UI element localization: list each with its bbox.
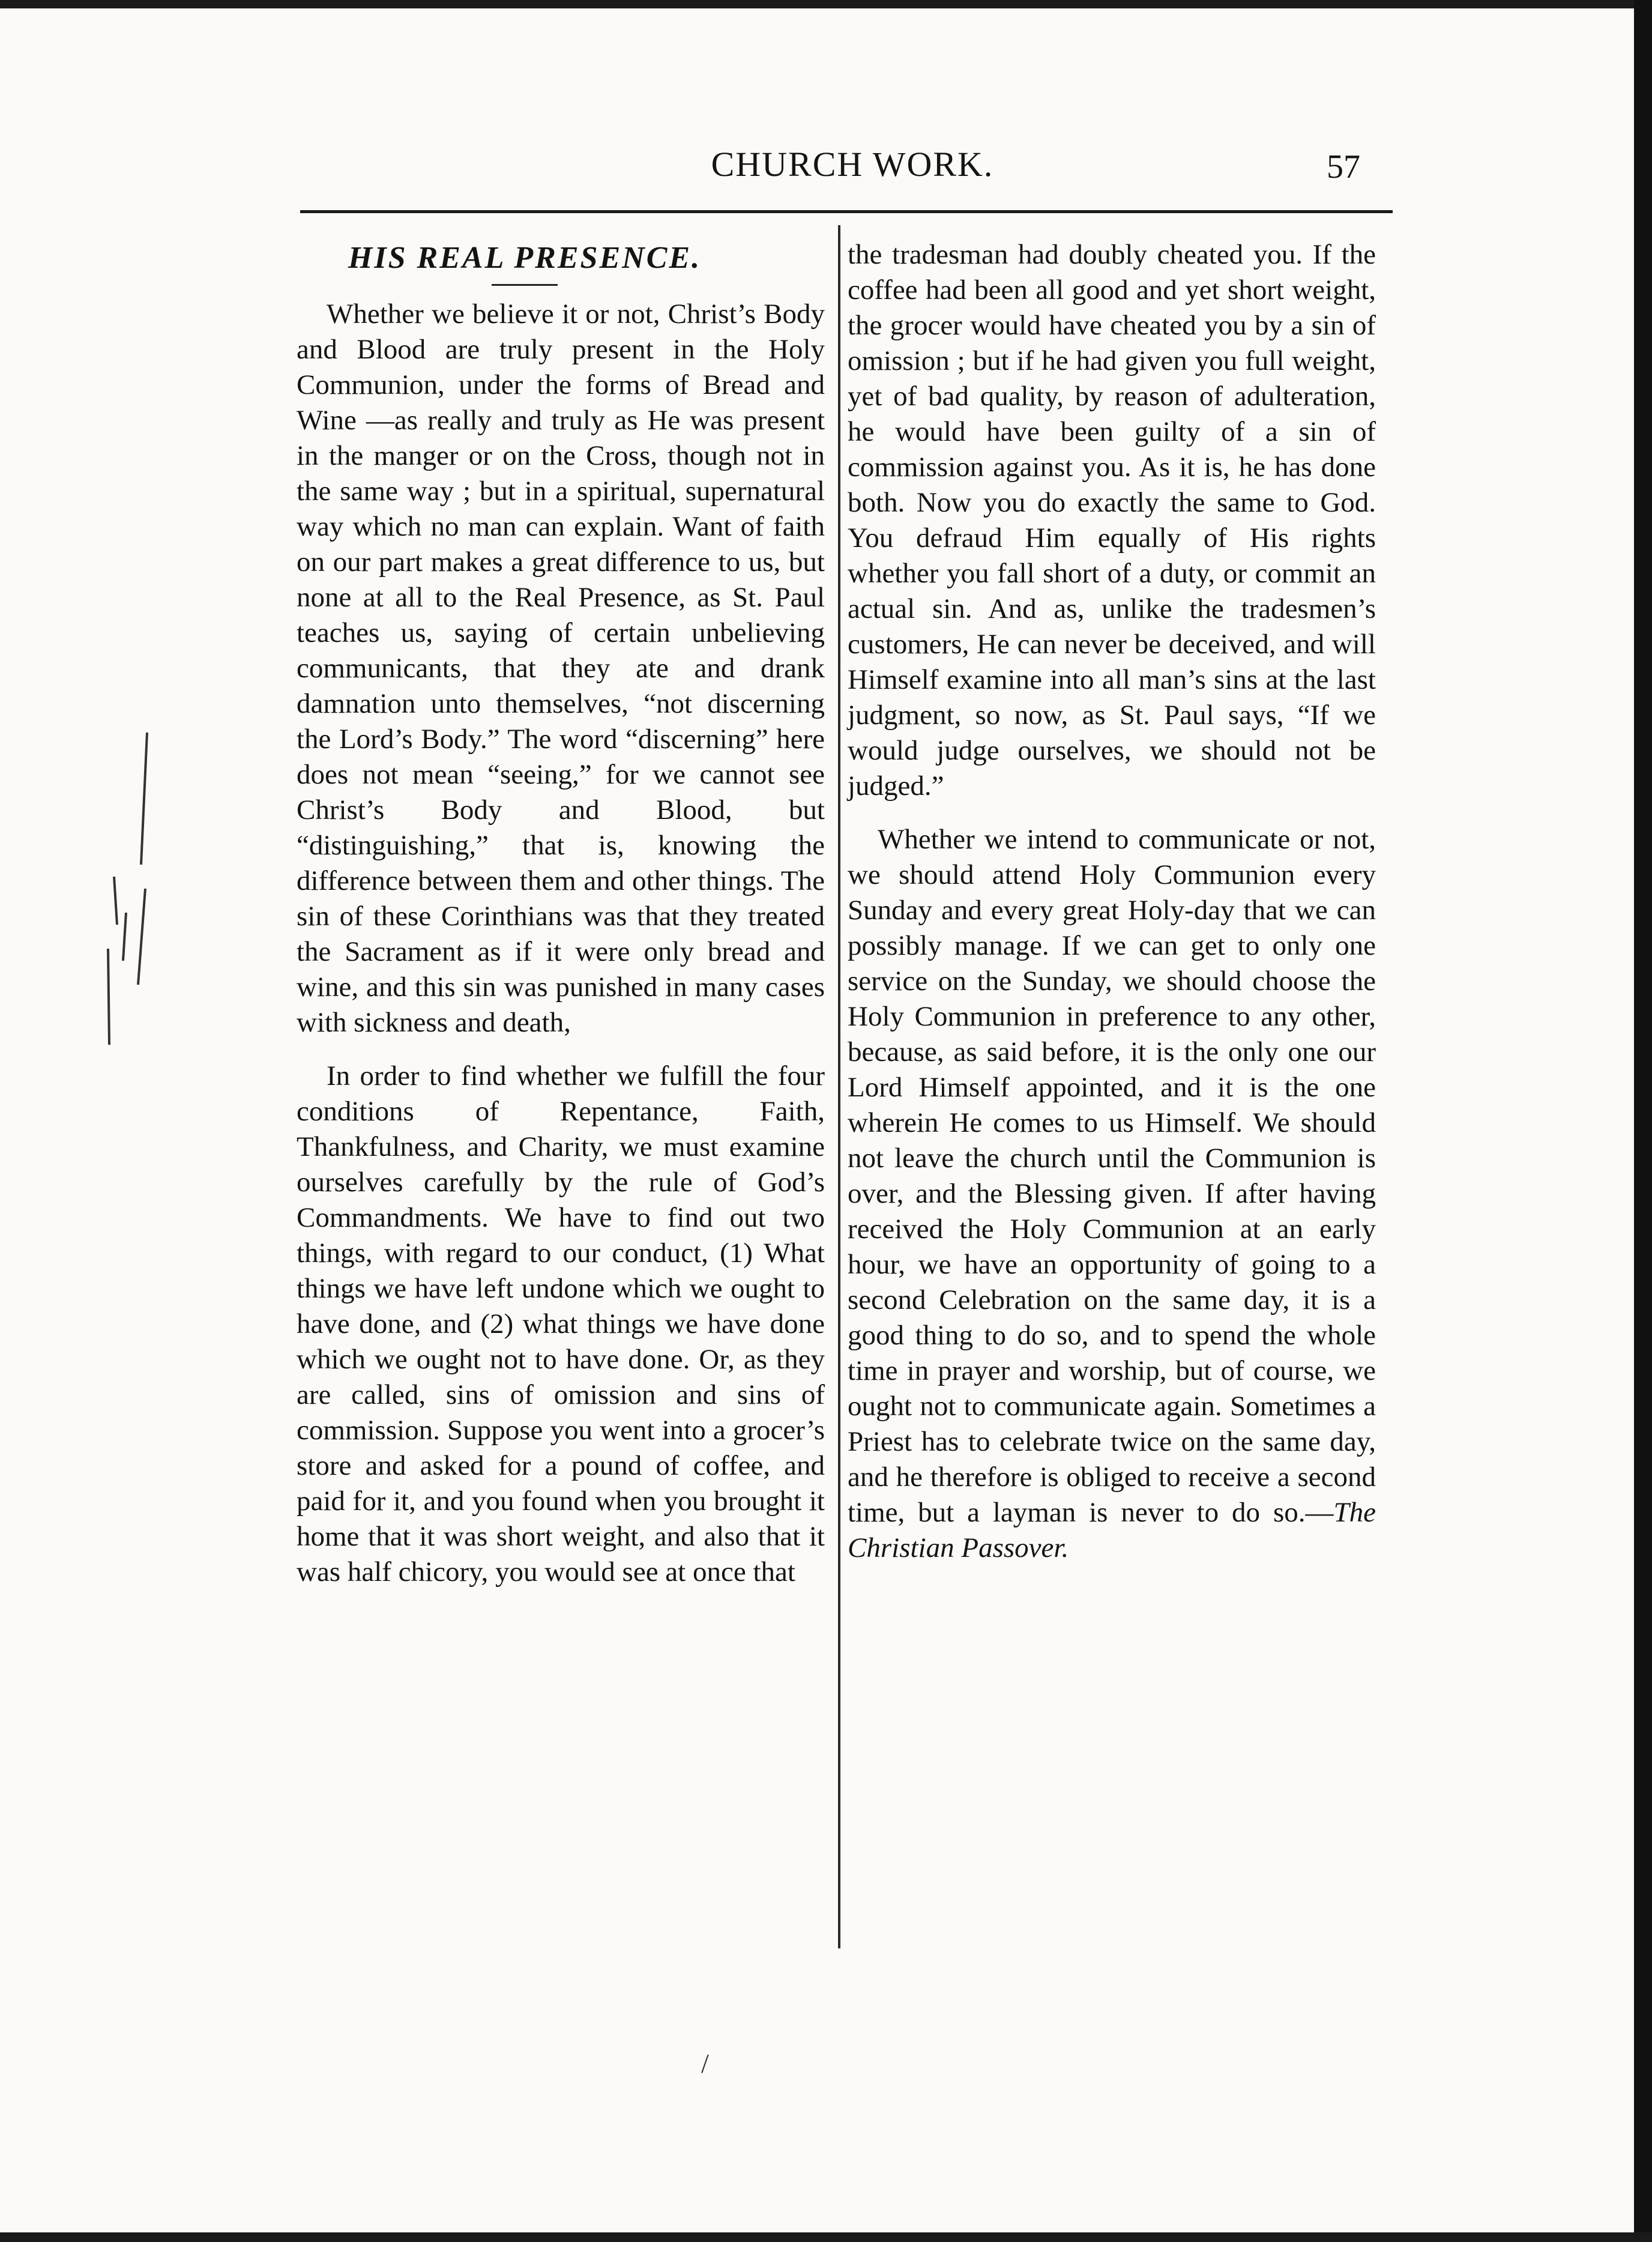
running-header: CHURCH WORK. bbox=[711, 145, 994, 184]
stray-mark: / bbox=[701, 2048, 709, 2079]
paragraph: Whether we believe it or not, Christ’s Body and Blood are truly present in the Holy Communion, under the forms of Bread and Wine —as really and truly as He was present in the manger or on the Cross, though not in the same way ; but in a spiritual, supernatural way which no man can explain. Want of faith on our part makes a great difference to us, but none at all to the Real Presence, as St. Paul teaches us, saying of certain unbelieving communicants, that they ate and drank damnation unto themselves, “not discerning the Lord’s Body.” The word “discerning” here does not mean “seeing,” for we cannot see Christ’s Body and Blood, but “distinguishing,” that is, knowing the difference between them and other things. The sin of these Corinthians was that they treated the Sacrament as if it were only bread and wine, and this sin was punished in many cases with sickness and death, bbox=[297, 298, 825, 1038]
left-column bbox=[297, 237, 825, 1590]
title-rule bbox=[492, 284, 558, 286]
source-citation: The Christian Passover. bbox=[848, 1497, 1376, 1564]
binding-marks-icon bbox=[90, 733, 162, 1069]
article-title: HIS REAL PRESENCE. bbox=[348, 241, 702, 275]
paragraph: the tradesman had doubly cheated you. If the coffee had been all good and yet short weight, the grocer would have cheated you by a sin of omission ; but if he had given you full weight, yet of bad quality, by reason of adulteration, he would have been guilty of a sin of commission against you. As it is, he has done both. Now you do exactly the same to God. You defraud Him equally of His rights whether you fall short of a duty, or commit an actual sin. And as, unlike the tradesmen’s customers, He can never be deceived, and will Himself examine into all man’s sins at the last judgment, so now, as St. Paul says, “If we would judge ourselves, we should not be judged.” bbox=[848, 239, 1376, 802]
right-column bbox=[848, 237, 1376, 1566]
scan-top-edge bbox=[0, 0, 1652, 8]
page-number: 57 bbox=[1327, 148, 1360, 186]
column-divider bbox=[838, 225, 840, 1948]
header-rule bbox=[300, 210, 1393, 213]
paragraph: In order to find whether we fulfill the four conditions of Repentance, Faith, Thankfulness, and Charity, we must examine ourselves carefully by the rule of God’s Commandments. We have to find out two things, with regard to our conduct, (1) What things we have left undone which we ought to have done, and (2) what things we have done which we ought not to have done. Or, as they are called, sins of omission and sins of commission. Suppose you went into a grocer’s store and asked for a pound of coffee, and paid for it, and you found when you brought it home that it was short weight, and also that it was half chicory, you would see at once that bbox=[297, 1060, 825, 1588]
scan-right-edge bbox=[1634, 0, 1652, 2242]
paragraph bbox=[848, 822, 1376, 1566]
paragraph-text: Whether we intend to communicate or not, we should attend Holy Communion every Sunday and every great Holy-day that we can possibly manage. If we can get to only one service on the Sunday, we should choose the Holy Communion in preference to any other, because, as said before, it is the only one our Lord Himself appointed, and it is the one wherein He comes to us Himself. We should not leave the church until the Communion is over, and the Blessing given. If after having received the Holy Communion at an early hour, we have an opportunity of going to a second Celebration on the same day, it is a good thing to do so, and to spend the whole time in prayer and worship, but of course, we ought not to communicate again. Sometimes a Priest has to celebrate twice on the same day, and he therefore is obliged to receive a second time, but a layman is never to do so.— bbox=[848, 824, 1376, 1528]
scan-bottom-edge bbox=[0, 2232, 1652, 2242]
